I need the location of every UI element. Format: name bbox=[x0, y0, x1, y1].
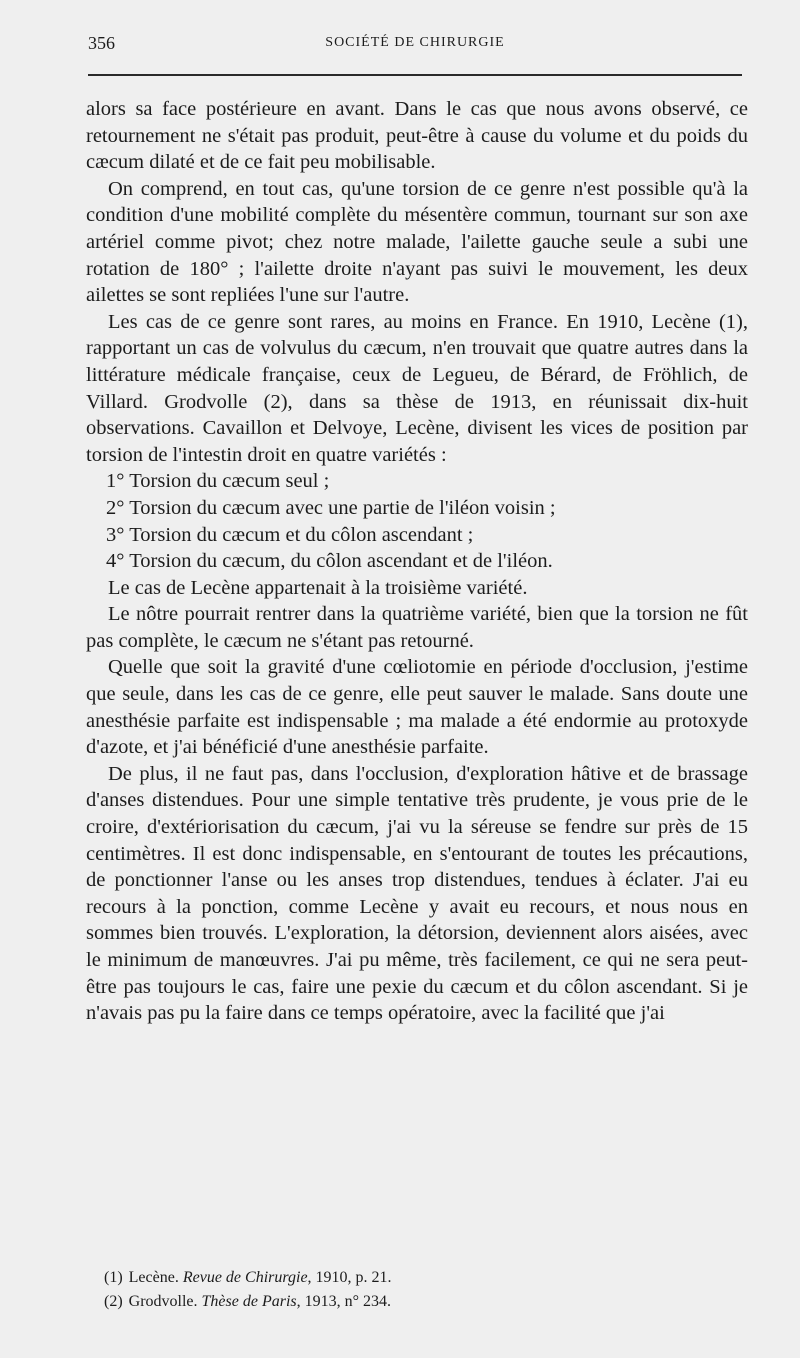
list-item: 2° Torsion du cæcum avec une partie de l'iléon voisin ; bbox=[106, 496, 556, 519]
list-item: 3° Torsion du cæcum et du côlon ascendant ; bbox=[106, 523, 474, 546]
running-title: SOCIÉTÉ DE CHIRURGIE bbox=[325, 35, 505, 50]
footnote-text: Grodvolle. bbox=[128, 1293, 202, 1310]
footnote bbox=[104, 1290, 740, 1314]
list-item: 1° Torsion du cæcum seul ; bbox=[106, 470, 330, 493]
paragraph: On comprend, en tout cas, qu'une torsion de ce genre n'est possible qu'à la condition d'une mobilité complète du mésentère commun, tournant sur son axe artériel comme pivot; chez notre malade, l'ailette gauche seule a subi une rotation de 180° ; l'ailette droite n'ayant pas suivi le mouvement, les deux ailettes se sont repliées l'une sur l'autre. bbox=[86, 177, 748, 307]
footnote-text: , 1910, p. 21. bbox=[307, 1269, 392, 1286]
list-item: 4° Torsion du cæcum, du côlon ascendant et de l'iléon. bbox=[106, 550, 553, 573]
paragraph: Le nôtre pourrait rentrer dans la quatrième variété, bien que la torsion ne fût pas complète, le cæcum ne s'étant pas retourné. bbox=[86, 603, 748, 652]
page-header bbox=[88, 33, 742, 63]
footnote-text: , 1913, n° 234. bbox=[296, 1293, 392, 1310]
header-rule bbox=[88, 74, 742, 76]
paragraph: Quelle que soit la gravité d'une cœliotomie en période d'occlusion, j'estime que seule, dans les cas de ce genre, elle peut sauver le malade. Sans doute une anesthésie parfaite est indispensable ; ma malade a été endormie au protoxyde d'azote, et j'ai bénéficié d'une anesthésie parfaite. bbox=[86, 656, 748, 759]
paragraph: Le cas de Lecène appartenait à la troisième variété. bbox=[108, 576, 528, 599]
footnote-text: Lecène. bbox=[128, 1269, 183, 1286]
body-text bbox=[86, 96, 748, 1027]
page-number: 356 bbox=[88, 33, 115, 53]
footnote-title: Thèse de Paris bbox=[201, 1293, 297, 1310]
footnote-number: (1) bbox=[104, 1269, 123, 1286]
footnotes bbox=[104, 1266, 740, 1314]
paragraph: Les cas de ce genre sont rares, au moins en France. En 1910, Lecène (1), rapportant un cas de volvulus du cæcum, n'en trouvait que quatre autres dans la littérature médicale française, ceux de Legueu, de Bérard, de Fröhlich, de Villard. Grodvolle (2), dans sa thèse de 1913, en réunissait dix-huit observations. Cavaillon et Delvoye, Lecène, divisent les vices de position par torsion de l'intestin droit en quatre variétés : bbox=[86, 310, 748, 466]
footnote-number: (2) bbox=[104, 1293, 123, 1310]
paragraph: De plus, il ne faut pas, dans l'occlusion, d'exploration hâtive et de brassage d'anses distendues. Pour une simple tentative très prudente, je vous prie de le croire, d'extériorisation du cæcum, j'ai vu la séreuse se fendre sur près de 15 centimètres. Il est donc indispensable, en s'entourant de toutes les précautions, de ponctionner l'anse ou les anses trop distendues, tendues à éclater. J'ai eu recours à la ponction, comme Lecène y avait eu recours, et nous nous en sommes bien trouvés. L'exploration, la détorsion, deviennent alors aisées, avec le minimum de manœuvres. J'ai pu même, très facilement, ce qui ne sera peut-être pas toujours le cas, faire une pexie du cæcum et du côlon ascendant. Si je n'avais pas pu la faire dans ce temps opératoire, avec la facilité que j'ai bbox=[86, 762, 748, 1025]
footnote-title: Revue de Chirurgie bbox=[182, 1269, 308, 1286]
paragraph: alors sa face postérieure en avant. Dans le cas que nous avons observé, ce retournement ne s'était pas produit, peut-être à cause du volume et du poids du cæcum dilaté et de ce fait peu mobilisable. bbox=[86, 98, 748, 174]
footnote bbox=[104, 1266, 740, 1290]
